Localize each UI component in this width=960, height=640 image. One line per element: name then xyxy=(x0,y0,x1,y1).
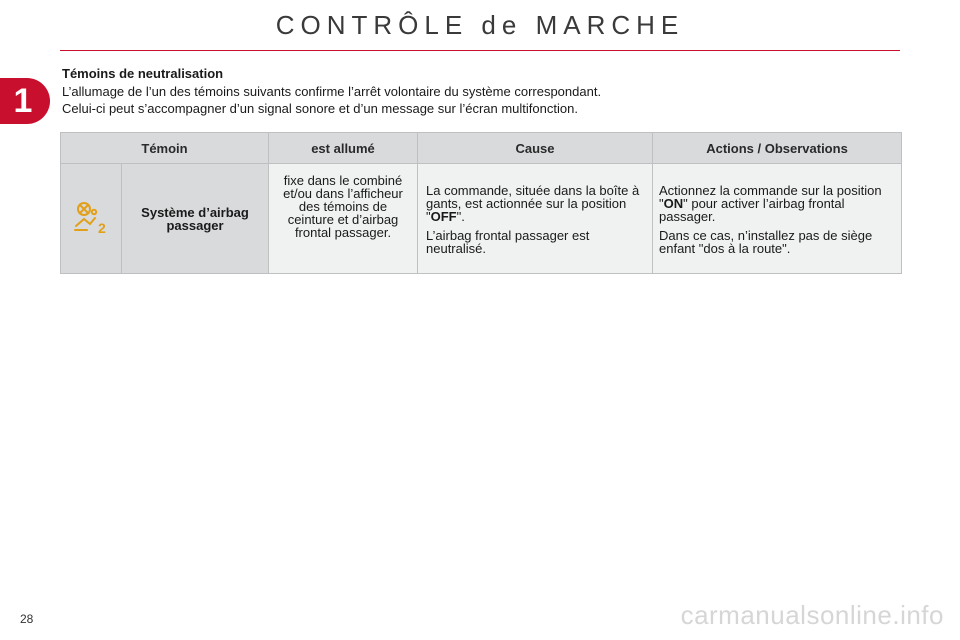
cause-cell xyxy=(418,164,653,274)
airbag-passenger-off-icon xyxy=(71,219,111,239)
header-est-allume: est allumé xyxy=(269,133,418,164)
section-title: Témoins de neutralisation xyxy=(62,66,224,81)
cause-off-value: OFF xyxy=(430,209,457,224)
cause-paragraph-1 xyxy=(426,184,644,223)
header-temoin: Témoin xyxy=(61,133,269,164)
header-divider xyxy=(60,50,900,51)
section-intro xyxy=(62,66,902,117)
actions-cell xyxy=(653,164,902,274)
header-cause: Cause xyxy=(418,133,653,164)
chapter-tab xyxy=(0,78,50,124)
lit-description: fixe dans le combiné et/ou dans l’afficheur des témoins de ceinture et d’airbag frontal passager. xyxy=(269,164,418,274)
header-actions: Actions / Observations xyxy=(653,133,902,164)
page-number: 28 xyxy=(20,612,34,626)
cause-text-1a: La commande, située dans la boîte à gants, est actionnée sur la position " xyxy=(426,183,640,224)
watermark: carmanualsonline.info xyxy=(680,600,944,630)
page-title: CONTRÔLE de MARCHE xyxy=(275,10,685,40)
section-line-1: L’allumage de l’un des témoins suivants confirme l’arrêt volontaire du système correspondant. xyxy=(62,84,602,99)
table-row xyxy=(61,164,902,274)
signals-table xyxy=(60,132,902,274)
chapter-number: 1 xyxy=(13,81,33,120)
section-line-2: Celui-ci peut s’accompagner d’un signal sonore et d’un message sur l’écran multifonction. xyxy=(62,101,578,116)
actions-text-1a: Actionnez la commande sur la position " xyxy=(659,183,882,211)
actions-on-value: ON xyxy=(663,196,684,211)
actions-paragraph-2: Dans ce cas, n’installez pas de siège enfant "dos à la route". xyxy=(659,228,873,256)
actions-paragraph-1 xyxy=(659,184,893,223)
cause-paragraph-2: L’airbag frontal passager est neutralisé. xyxy=(426,228,590,256)
actions-text-1b: " pour activer l’airbag frontal passager. xyxy=(659,196,845,224)
icon-cell xyxy=(61,164,122,274)
svg-text:2: 2 xyxy=(98,219,106,236)
cause-text-1b: ". xyxy=(456,209,465,224)
system-name: Système d’airbag passager xyxy=(122,164,269,274)
table-header-row xyxy=(61,133,902,164)
